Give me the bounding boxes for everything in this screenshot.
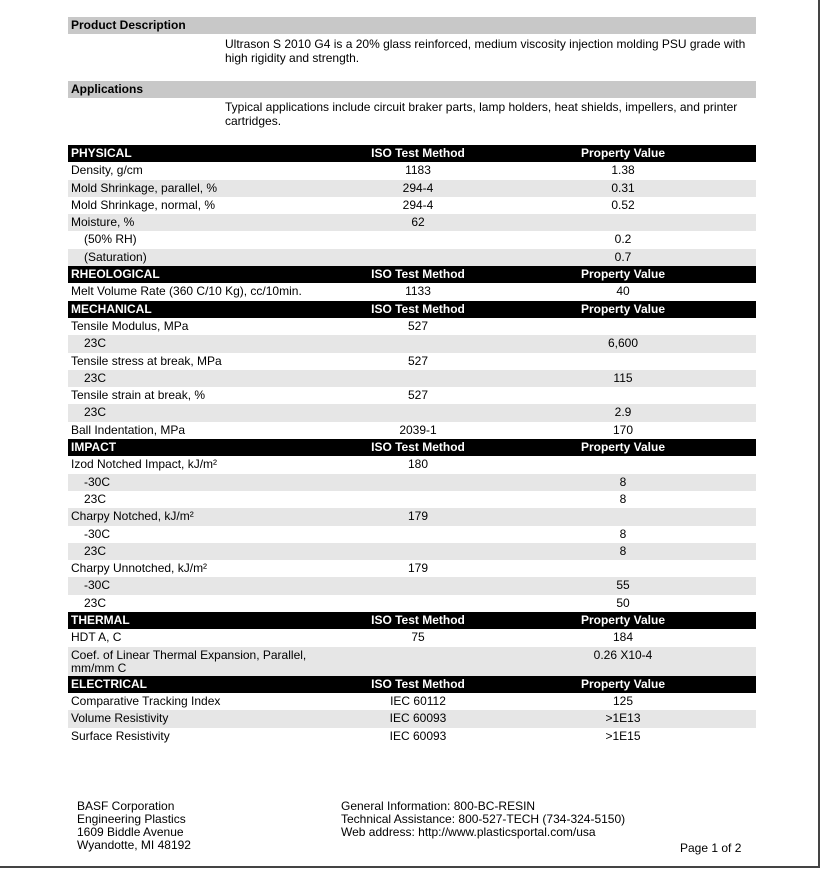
test-method: 179: [407, 509, 429, 524]
property-value: 40: [616, 284, 630, 299]
property-value: 170: [612, 422, 634, 437]
property-value: 8: [619, 491, 627, 506]
property-value: >1E13: [605, 711, 641, 726]
property-value: Property Value: [580, 440, 666, 455]
test-method: 75: [411, 630, 425, 645]
property-name: Ball Indentation, MPa: [71, 422, 186, 437]
test-method: 2039-1: [399, 422, 437, 437]
table-row: [68, 491, 756, 508]
property-name: Tensile strain at break, %: [71, 388, 206, 403]
property-name: RHEOLOGICAL: [71, 267, 160, 282]
table-section-header: [68, 145, 756, 162]
property-name: Charpy Notched, kJ/m²: [71, 509, 194, 524]
table-row: [68, 180, 756, 197]
table-row: [68, 647, 756, 676]
test-method: ISO Test Method: [371, 146, 465, 160]
table-row: [68, 560, 756, 577]
table-section-header: [68, 301, 756, 318]
property-name: -30C: [84, 474, 111, 489]
property-name: Coef. of Linear Thermal Expansion, Parallel, mm/mm C: [71, 647, 307, 675]
property-value: 1.38: [611, 163, 635, 178]
property-value: 8: [619, 526, 627, 541]
table-section-header: [68, 612, 756, 629]
property-value: 50: [616, 595, 630, 610]
property-name: Melt Volume Rate (360 C/10 Kg), cc/10min.: [71, 284, 302, 299]
property-name: Mold Shrinkage, parallel, %: [71, 180, 218, 195]
applications-heading: Applications: [68, 81, 756, 98]
table-row: [68, 370, 756, 387]
property-value: 0.2: [614, 232, 632, 247]
property-name: ELECTRICAL: [71, 676, 147, 691]
property-name: Izod Notched Impact, kJ/m²: [71, 457, 218, 472]
test-method: 527: [407, 353, 429, 368]
test-method: ISO Test Method: [371, 267, 465, 282]
properties-table: [68, 145, 756, 745]
contact-line: Technical Assistance: 800-527-TECH (734-324-5150): [341, 812, 626, 826]
company-line: 1609 Biddle Avenue: [77, 825, 184, 839]
property-name: PHYSICAL: [71, 146, 132, 160]
property-value: 8: [619, 474, 627, 489]
table-row: [68, 197, 756, 214]
table-row: [68, 387, 756, 404]
test-method: IEC 60093: [389, 711, 447, 726]
property-value: Property Value: [580, 267, 666, 282]
table-row: [68, 456, 756, 473]
table-row: [68, 283, 756, 300]
property-name: (Saturation): [84, 249, 147, 264]
test-method: 294-4: [402, 197, 434, 212]
property-name: Mold Shrinkage, normal, %: [71, 197, 216, 212]
product-description-text: Ultrason S 2010 G4 is a 20% glass reinforced, medium viscosity injection molding PSU grade with high rigidity and strength.: [225, 37, 746, 65]
contact-line: General Information: 800-BC-RESIN: [341, 799, 536, 813]
property-value: 0.26 X10-4: [593, 647, 653, 662]
table-row: [68, 543, 756, 560]
table-row: [68, 231, 756, 248]
property-name: Surface Resistivity: [71, 728, 170, 743]
table-row: [68, 335, 756, 352]
property-name: HDT A, C: [71, 630, 122, 645]
property-value: 0.7: [614, 249, 632, 264]
test-method: IEC 60112: [390, 693, 446, 708]
test-method: 527: [407, 388, 429, 403]
property-name: Comparative Tracking Index: [71, 693, 221, 708]
test-method: 179: [407, 561, 429, 576]
property-value: Property Value: [580, 613, 666, 628]
property-name: Charpy Unnotched, kJ/m²: [71, 561, 208, 576]
test-method: 180: [407, 457, 429, 472]
test-method: 1133: [405, 284, 431, 299]
property-value: 2.9: [614, 405, 632, 420]
table-row: [68, 353, 756, 370]
table-row: [68, 595, 756, 612]
property-name: MECHANICAL: [71, 301, 152, 316]
contact-info: [341, 800, 625, 839]
table-row: [68, 728, 756, 745]
table-row: [68, 526, 756, 543]
company-line: Engineering Plastics: [77, 812, 186, 826]
property-value: 0.52: [611, 197, 635, 212]
product-description-heading: Product Description: [68, 17, 756, 34]
page-number: Page 1 of 2: [680, 841, 742, 855]
property-name: 23C: [84, 491, 107, 506]
test-method: 1183: [405, 163, 431, 178]
property-value: 125: [612, 693, 634, 708]
property-name: 23C: [84, 370, 107, 385]
property-name: 23C: [84, 595, 107, 610]
property-value: 6,600: [607, 336, 639, 351]
property-name: 23C: [84, 543, 107, 558]
property-name: 23C: [84, 405, 107, 420]
table-row: [68, 629, 756, 646]
table-row: [68, 577, 756, 594]
test-method: ISO Test Method: [371, 440, 465, 455]
test-method: ISO Test Method: [371, 676, 465, 691]
company-line: BASF Corporation: [77, 799, 175, 813]
property-value: 55: [616, 578, 630, 593]
table-section-header: [68, 266, 756, 283]
company-address: [77, 800, 191, 852]
contact-line: Web address: http://www.plasticsportal.com/usa: [341, 825, 596, 839]
test-method: ISO Test Method: [371, 301, 465, 316]
property-name: Volume Resistivity: [71, 711, 169, 726]
property-value: 184: [612, 630, 634, 645]
property-name: Moisture, %: [71, 215, 135, 230]
applications-text: Typical applications include circuit braker parts, lamp holders, heat shields, impellers, and printer cartridges.: [225, 100, 738, 128]
property-name: -30C: [84, 526, 111, 541]
test-method: 527: [407, 318, 429, 333]
table-row: [68, 214, 756, 231]
company-line: Wyandotte, MI 48192: [77, 838, 191, 852]
table-section-header: [68, 676, 756, 693]
table-row: [68, 693, 756, 710]
property-value: Property Value: [580, 301, 666, 316]
table-section-header: [68, 439, 756, 456]
test-method: ISO Test Method: [371, 613, 465, 628]
table-row: [68, 249, 756, 266]
property-value: 8: [619, 543, 627, 558]
property-value: Property Value: [580, 676, 666, 691]
test-method: 294-4: [402, 180, 434, 195]
test-method: IEC 60093: [389, 728, 447, 743]
property-value: >1E15: [605, 728, 641, 743]
property-name: THERMAL: [71, 613, 130, 628]
table-row: [68, 404, 756, 421]
property-name: IMPACT: [71, 440, 117, 455]
table-row: [68, 474, 756, 491]
property-name: (50% RH): [84, 232, 137, 247]
table-row: [68, 318, 756, 335]
property-value: 115: [613, 370, 633, 385]
table-row: [68, 710, 756, 727]
property-name: Tensile stress at break, MPa: [71, 353, 222, 368]
table-row: [68, 508, 756, 525]
property-name: Density, g/cm: [71, 163, 143, 178]
table-row: [68, 422, 756, 439]
property-value: 0.31: [611, 180, 635, 195]
property-name: -30C: [84, 578, 111, 593]
property-value: Property Value: [580, 146, 666, 160]
test-method: 62: [411, 215, 425, 230]
property-name: Tensile Modulus, MPa: [71, 318, 189, 333]
table-row: [68, 162, 756, 179]
property-name: 23C: [84, 336, 107, 351]
